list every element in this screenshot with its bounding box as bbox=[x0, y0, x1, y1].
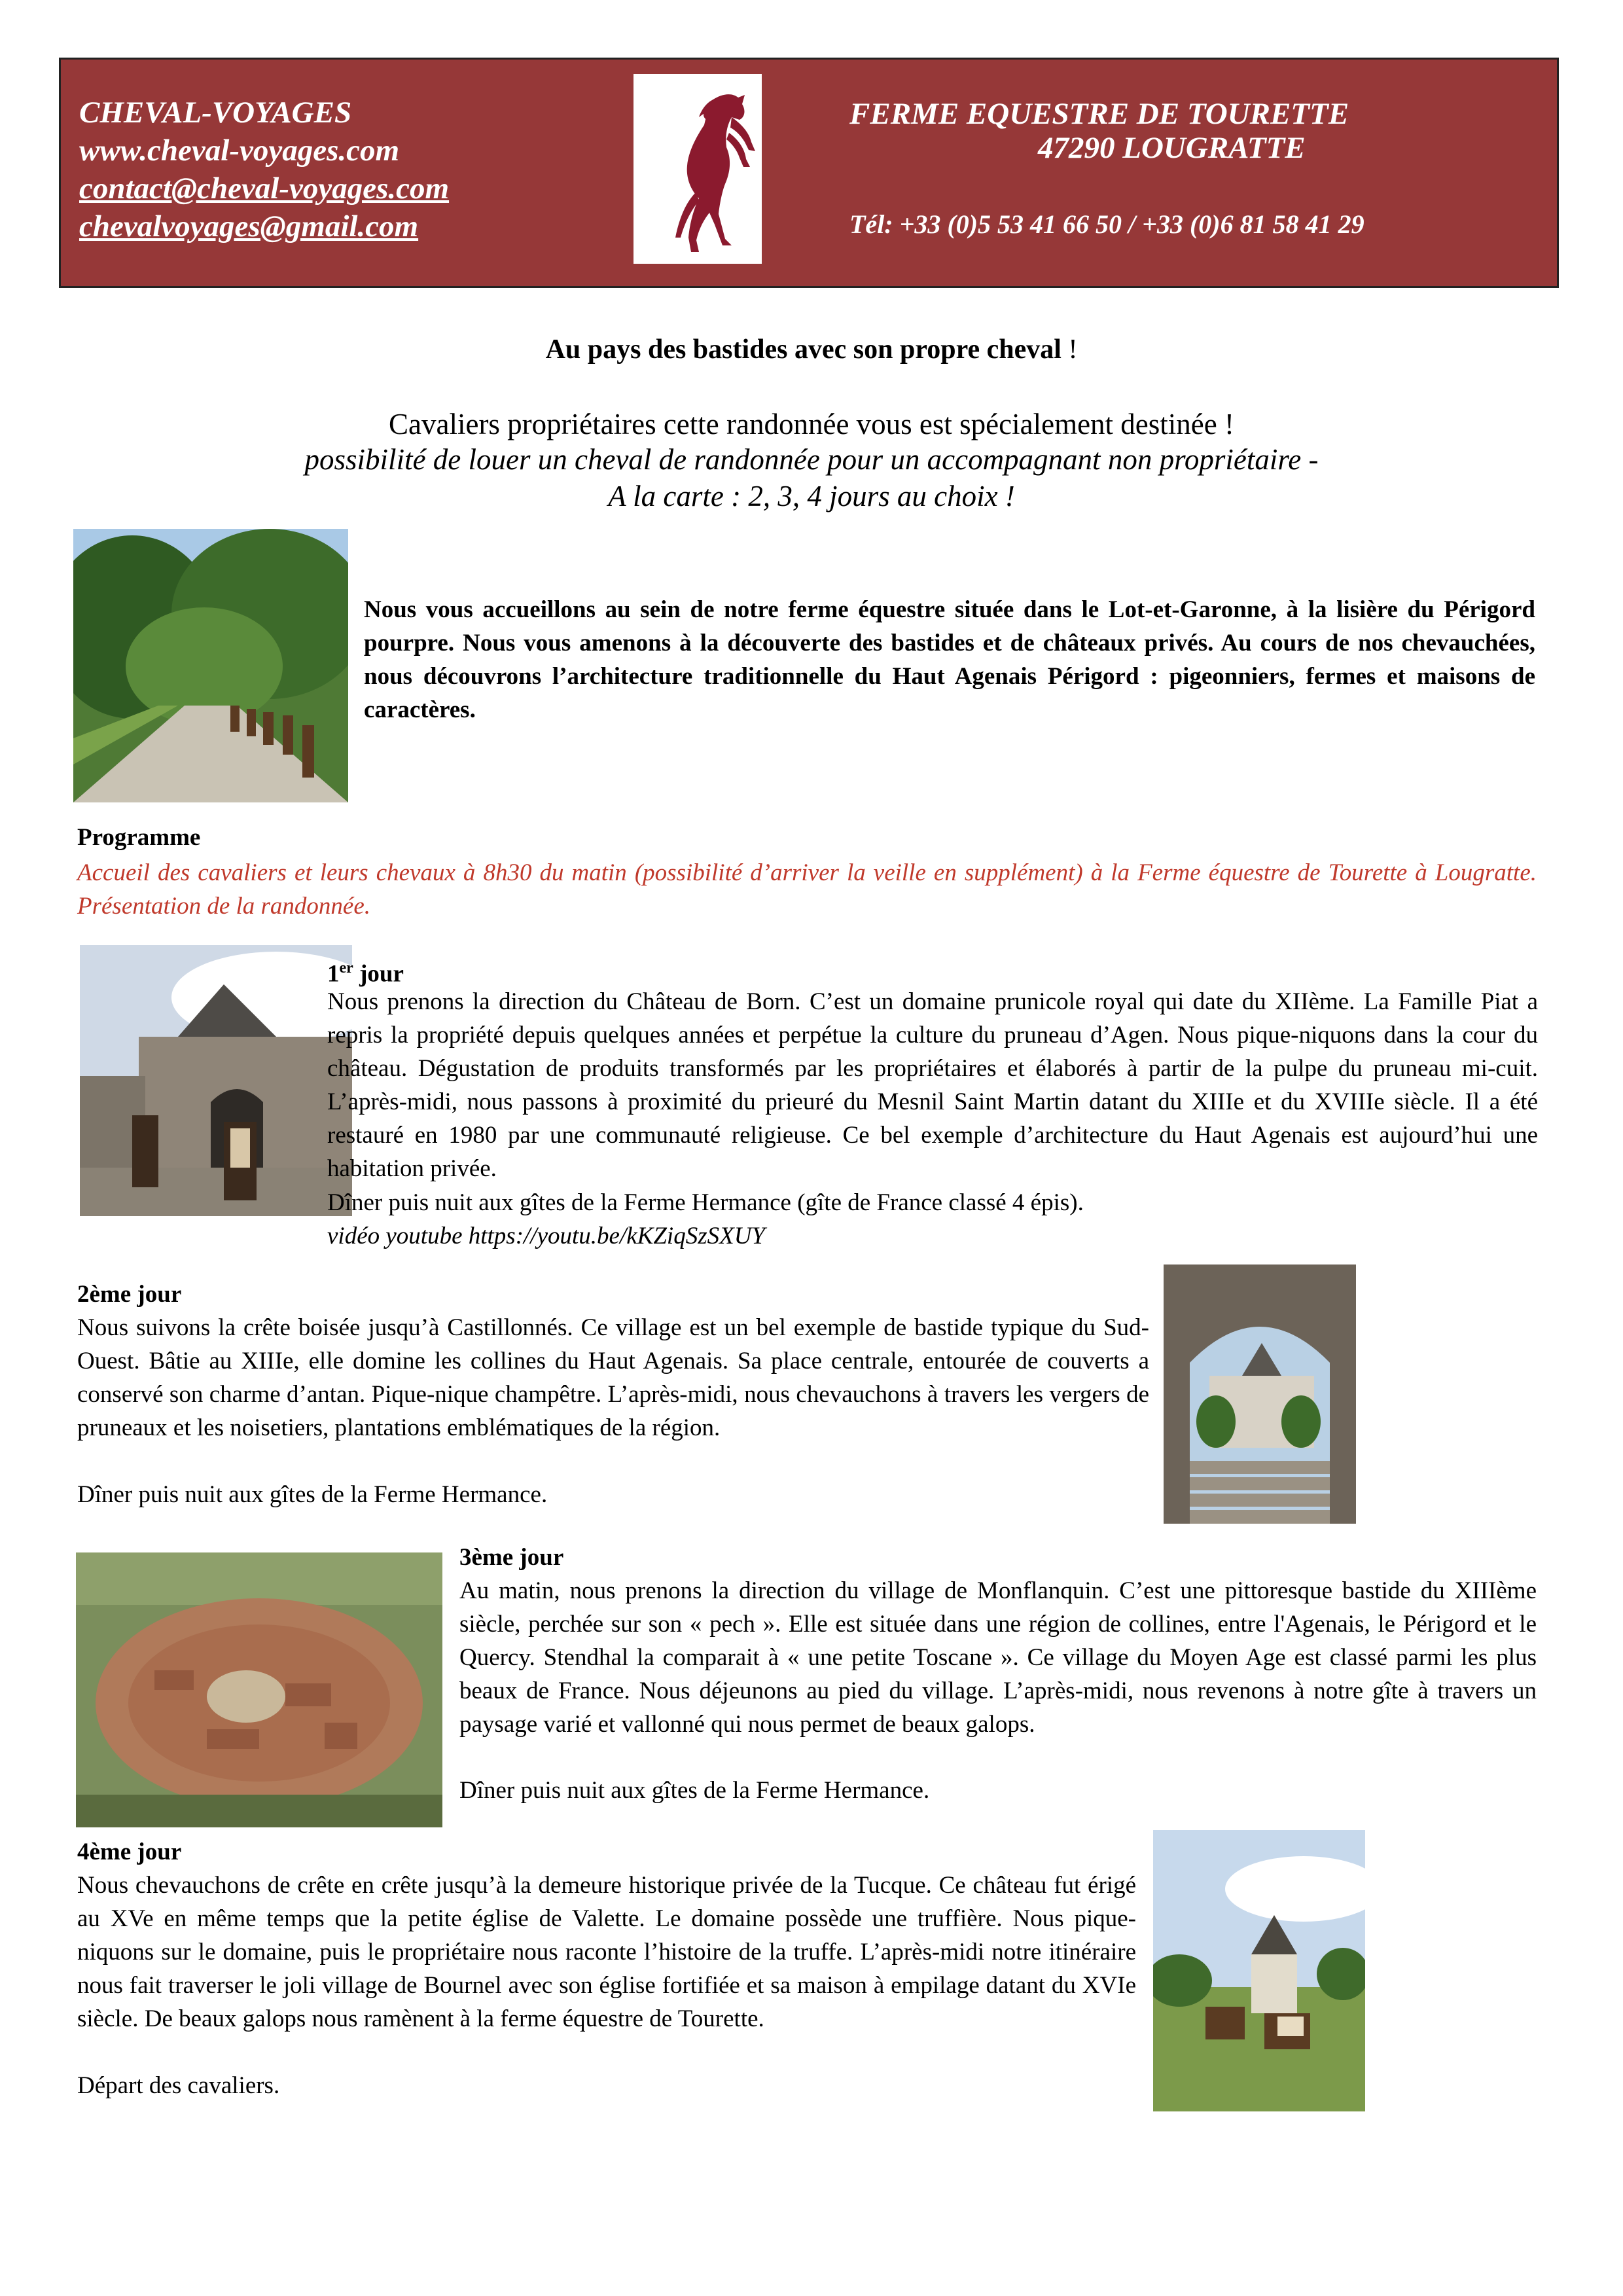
header-banner bbox=[59, 58, 1559, 288]
day2-dinner: Dîner puis nuit aux gîtes de la Ferme Hermance. bbox=[77, 1481, 548, 1508]
company-name: CHEVAL-VOYAGES bbox=[79, 96, 352, 130]
day2-text: Nous suivons la crête boisée jusqu’à Castillonnés. Ce village est un bel exemple de bastide typique du Sud-Ouest. Bâtie au XIIIe, elle domine les collines du Haut Agenais. Sa place centrale, entourée de couverts a conservé son charme d’antan. Pique-nique champêtre. L’après-midi, nous chevauchons à travers les vergers de pruneaux et les noisetiers, plantations emblématiques de la région. bbox=[77, 1314, 1149, 1441]
photo-la-tucque-riders bbox=[1153, 1830, 1365, 2111]
day2-title: 2ème jour bbox=[77, 1281, 182, 1308]
website-link[interactable]: www.cheval-voyages.com bbox=[79, 134, 400, 168]
day3-text: Au matin, nous prenons la direction du village de Monflanquin. C’est une pittoresque bastide du XIIIème siècle, perchée sur son « pech ». Elle est située dans une région de collines, entre l'Agenais, le Périgord et le Quercy. Stendhal la comparait à « une petite Toscane ». Ce village du Moyen Age est classé parmi les plus beaux de France. Nous déjeunons au pied du village. L’après-midi, nous revenons à notre gîte à travers un paysage varié et vallonné qui nous permet de beaux galops. bbox=[459, 1577, 1537, 1738]
photo-chateau-born bbox=[80, 945, 352, 1216]
rearing-horse-rider-icon bbox=[633, 74, 762, 264]
photo-monflanquin-aerial bbox=[76, 1552, 442, 1827]
subtitle-a-la-carte: A la carte : 2, 3, 4 jours au choix ! bbox=[608, 480, 1015, 512]
day1-video-link[interactable]: vidéo youtube https://youtu.be/kKZiqSzSXUY bbox=[327, 1223, 765, 1249]
email-link-gmail[interactable]: chevalvoyages@gmail.com bbox=[79, 209, 419, 243]
farm-name: FERME EQUESTRE DE TOURETTE bbox=[849, 97, 1349, 131]
programme-heading: Programme bbox=[77, 824, 201, 851]
contact-block bbox=[79, 94, 449, 245]
day4-text: Nous chevauchons de crête en crête jusqu’à la demeure historique privée de la Tucque. Ce château fut érigé au XVe en même temps que la petite église de Valette. Le domaine possède une truffière. Nous pique-niquons sur le domaine, puis le propriétaire nous raconte l’histoire de la truffe. L’après-midi notre itinéraire nous fait traverser le joli village de Bournel avec son église fortifiée et sa maison à empilage datant du XVIe siècle. De beaux galops nous ramènent à la ferme équestre de Tourette. bbox=[77, 1872, 1136, 2032]
subtitle-owners: Cavaliers propriétaires cette randonnée vous est spécialement destinée ! bbox=[389, 408, 1234, 440]
welcome-text: Nous vous accueillons au sein de notre ferme équestre située dans le Lot-et-Garonne, à la lisière du Périgord pourpre. Nous vous amenons à la découverte des bastides et de châteaux privés. Au cours de nos chevauchées, nous découvrons l’architecture traditionnelle du Haut Agenais Périgord : pigeonniers, fermes et maisons de caractères. bbox=[364, 596, 1535, 723]
page-title-suffix: ! bbox=[1061, 334, 1078, 365]
farm-phone: Tél: +33 (0)5 53 41 66 50 / +33 (0)6 81 58 41 29 bbox=[849, 209, 1364, 239]
programme-arrival: Accueil des cavaliers et leurs chevaux à 8h30 du matin (possibilité d’arriver la veille en supplément) à la Ferme équestre de Tourette à Lougratte. Présentation de la randonnée. bbox=[77, 859, 1537, 920]
farm-city: 47290 LOUGRATTE bbox=[1038, 131, 1306, 165]
logo bbox=[633, 74, 762, 264]
day4-departure: Départ des cavaliers. bbox=[77, 2072, 280, 2099]
day3-title: 3ème jour bbox=[459, 1544, 564, 1571]
page-title-text: Au pays des bastides avec son propre cheval bbox=[545, 334, 1061, 365]
page-title bbox=[0, 334, 1623, 365]
day4-title: 4ème jour bbox=[77, 1839, 182, 1865]
day1-text: Nous prenons la direction du Château de Born. C’est un domaine prunicole royal qui date du XIIème. La Famille Piat a repris la propriété depuis quelques années et perpétue la culture du pruneau d’Agen. Nous pique-niquons dans la cour du château. Dégustation de produits transformés par les propriétaires et élaborés à partir de la pulpe du pruneau mi-cuit. L’après-midi, nous passons à proximité du prieuré du Mesnil Saint Martin datant du XIIIe et du XVIIIe siècle. Il a été restauré en 1980 par une communauté religieuse. Ce bel exemple d’architecture du Haut Agenais est aujourd’hui une habitation privée. bbox=[327, 988, 1538, 1182]
day1-dinner: Dîner puis nuit aux gîtes de la Ferme Hermance (gîte de France classé 4 épis). bbox=[327, 1189, 1084, 1216]
photo-riders-path bbox=[73, 529, 348, 802]
photo-castillonnes-arch bbox=[1164, 1265, 1356, 1524]
day3-dinner: Dîner puis nuit aux gîtes de la Ferme Hermance. bbox=[459, 1777, 930, 1804]
subtitle-rental: possibilité de louer un cheval de randonnée pour un accompagnant non propriétaire - bbox=[304, 443, 1319, 476]
email-link-contact[interactable]: contact@cheval-voyages.com bbox=[79, 171, 450, 206]
day1-title: 1er jour bbox=[327, 960, 404, 988]
